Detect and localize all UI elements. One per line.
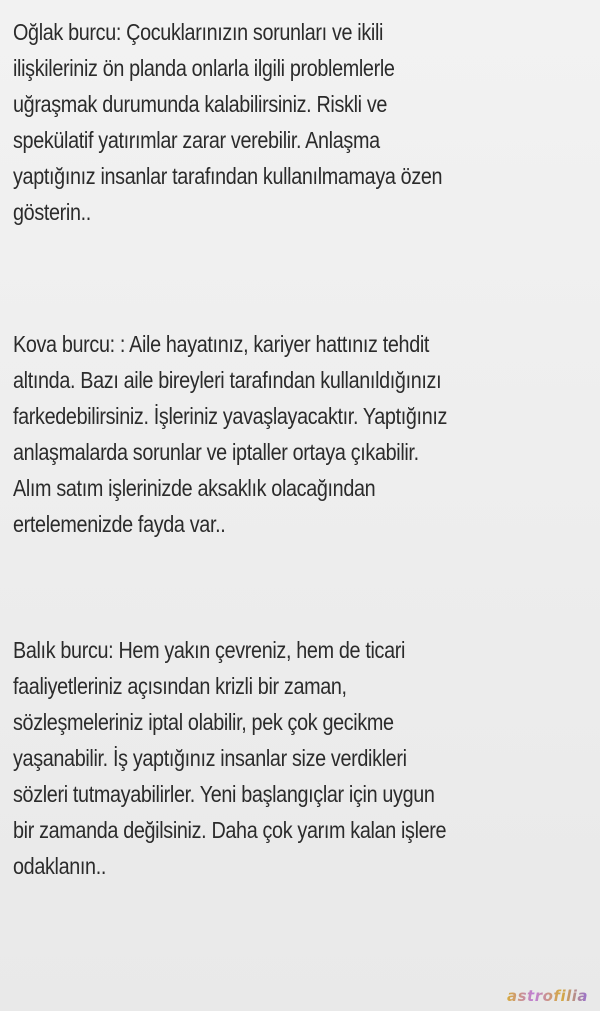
text-line: ertelemenizde fayda var.. xyxy=(13,511,226,537)
text-line: Alım satım işlerinizde aksaklık olacağından xyxy=(13,475,376,501)
horoscope-kova xyxy=(13,326,593,542)
text-line: uğraşmak durumunda kalabilirsiniz. Riskli ve xyxy=(13,91,388,117)
text-line: odaklanın.. xyxy=(13,853,107,879)
text-line: bir zamanda değilsiniz. Daha çok yarım kalan işlere xyxy=(13,817,447,843)
text-line: gösterin.. xyxy=(13,199,91,225)
text-line: yaşanabilir. İş yaptığınız insanlar size verdikleri xyxy=(13,745,407,771)
watermark-logo: astrofilia xyxy=(507,987,588,1005)
text-line: yaptığınız insanlar tarafından kullanılmamaya özen xyxy=(13,163,443,189)
text-line: farkedebilirsiniz. İşleriniz yavaşlayacaktır. Yaptığınız xyxy=(13,403,448,429)
text-line: ilişkileriniz ön planda onlarla ilgili problemlerle xyxy=(13,55,395,81)
horoscope-balik xyxy=(13,632,593,884)
text-line: Balık burcu: Hem yakın çevreniz, hem de ticari xyxy=(13,637,406,663)
text-line: faaliyetleriniz açısından krizli bir zaman, xyxy=(13,673,347,699)
text-line: Oğlak burcu: Çocuklarınızın sorunları ve ikili xyxy=(13,19,384,45)
text-line: Kova burcu: : Aile hayatınız, kariyer hattınız tehdit xyxy=(13,331,430,357)
text-line: spekülatif yatırımlar zarar verebilir. Anlaşma xyxy=(13,127,380,153)
text-line: sözleri tutmayabilirler. Yeni başlangıçlar için uygun xyxy=(13,781,435,807)
text-line: anlaşmalarda sorunlar ve iptaller ortaya çıkabilir. xyxy=(13,439,419,465)
horoscope-oglak xyxy=(13,14,593,230)
text-line: altında. Bazı aile bireyleri tarafından kullanıldığınızı xyxy=(13,367,442,393)
text-line: sözleşmeleriniz iptal olabilir, pek çok gecikme xyxy=(13,709,394,735)
